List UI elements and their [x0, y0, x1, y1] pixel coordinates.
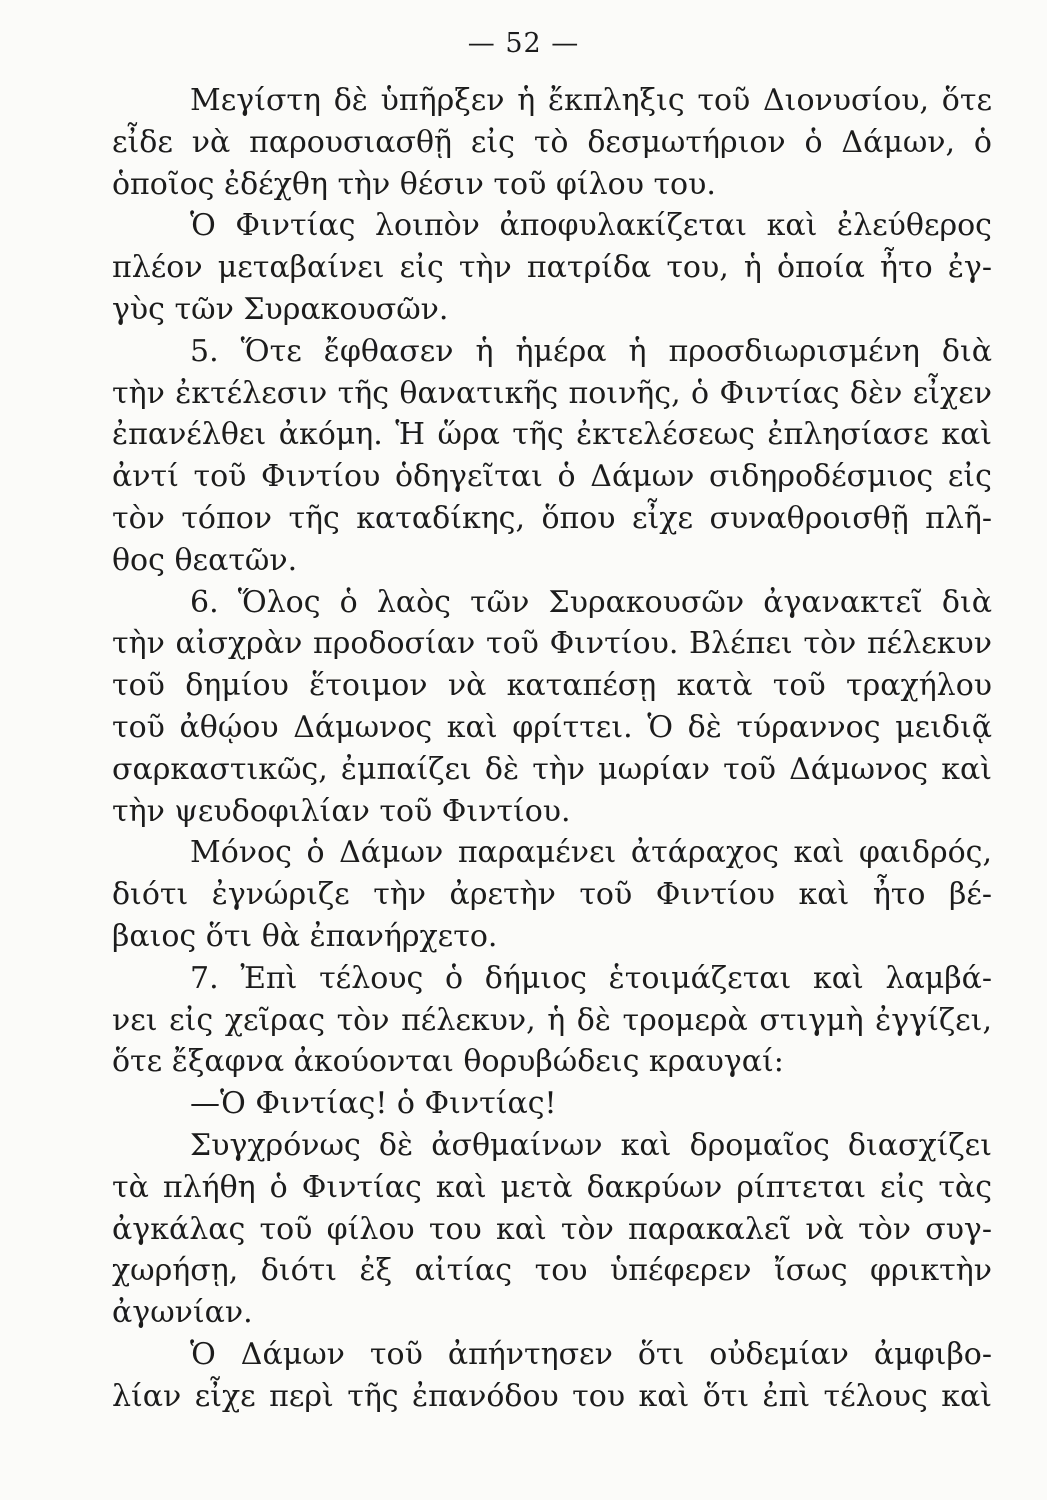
body-text — [112, 80, 992, 1418]
text-line: θος θεατῶν. — [112, 542, 298, 578]
text-line: τὴν ψευδοφιλίαν τοῦ Φιντίου. — [112, 793, 571, 829]
text-line: σαρκαστικῶς, ἐμπαίζει δὲ τὴν μωρίαν τοῦ Δάμωνος καὶ — [112, 751, 992, 787]
text-line: λίαν εἶχε περὶ τῆς ἐπανόδου του καὶ ὅτι ἐπὶ τέλους καὶ — [112, 1378, 992, 1414]
text-line: τὸν τόπον τῆς καταδίκης, ὅπου εἶχε συναθροισθῇ πλῆ- — [112, 500, 992, 536]
text-line: τὴν αἰσχρὰν προδοσίαν τοῦ Φιντίου. Βλέπει τὸν πέλεκυν — [112, 626, 992, 662]
text-line: πλέον μεταβαίνει εἰς τὴν πατρίδα του, ἡ ὁποία ἦτο ἐγ- — [112, 250, 992, 286]
text-line: τὰ πλήθη ὁ Φιντίας καὶ μετὰ δακρύων ρίπτεται εἰς τὰς — [112, 1169, 992, 1205]
text-line: χωρήσῃ, διότι ἐξ αἰτίας του ὑπέφερεν ἴσως φρικτὴν — [112, 1253, 992, 1289]
text-line: Συγχρόνως δὲ ἀσθμαίνων καὶ δρομαῖος διασχίζει — [190, 1127, 992, 1163]
text-line: Ὁ Δάμων τοῦ ἀπήντησεν ὅτι οὐδεμίαν ἀμφιβο- — [190, 1336, 992, 1372]
text-line: —Ὁ Φιντίας! ὁ Φιντίας! — [190, 1086, 557, 1122]
text-line: ἀντί τοῦ Φιντίου ὁδηγεῖται ὁ Δάμων σιδηροδέσμιος εἰς — [112, 459, 992, 495]
text-line: ἀγκάλας τοῦ φίλου του καὶ τὸν παρακαλεῖ νὰ τὸν συγ- — [112, 1211, 992, 1247]
text-line: νει εἰς χεῖρας τὸν πέλεκυν, ἡ δὲ τρομερὰ στιγμὴ ἐγγίζει, — [112, 1002, 992, 1038]
text-line: 6. Ὅλος ὁ λαὸς τῶν Συρακουσῶν ἀγανακτεῖ διὰ — [190, 584, 992, 620]
text-line: 5. Ὅτε ἔφθασεν ἡ ἡμέρα ἡ προσδιωρισμένη διὰ — [190, 333, 992, 369]
text-line: γὺς τῶν Συρακουσῶν. — [112, 291, 449, 327]
text-line: ἀγωνίαν. — [112, 1295, 253, 1331]
page-number: — 52 — — [467, 28, 580, 59]
text-line: ὅτε ἔξαφνα ἀκούονται θορυβώδεις κραυγαί: — [112, 1044, 784, 1080]
text-line: εἶδε νὰ παρουσιασθῇ εἰς τὸ δεσμωτήριον ὁ Δάμων, ὁ — [112, 124, 992, 160]
text-line: τοῦ ἀθῴου Δάμωνος καὶ φρίττει. Ὁ δὲ τύραννος μειδιᾷ — [112, 709, 992, 745]
text-line: Μεγίστη δὲ ὑπῆρξεν ἡ ἔκπληξις τοῦ Διονυσίου, ὅτε — [190, 83, 992, 118]
text-line: διότι ἐγνώριζε τὴν ἀρετὴν τοῦ Φιντίου καὶ ἦτο βέ- — [112, 877, 992, 913]
text-line: τοῦ δημίου ἕτοιμον νὰ καταπέσῃ κατὰ τοῦ τραχήλου — [112, 668, 992, 704]
text-line: Μόνος ὁ Δάμων παραμένει ἀτάραχος καὶ φαιδρός, — [190, 835, 992, 871]
text-line: ὁποῖος ἐδέχθη τὴν θέσιν τοῦ φίλου του. — [112, 166, 716, 202]
text-line: 7. Ἐπὶ τέλους ὁ δήμιος ἑτοιμάζεται καὶ λαμβά- — [190, 960, 992, 996]
text-line: Ὁ Φιντίας λοιπὸν ἀποφυλακίζεται καὶ ἐλεύθερος — [190, 208, 992, 244]
text-line: τὴν ἐκτέλεσιν τῆς θανατικῆς ποινῆς, ὁ Φιντίας δὲν εἶχεν — [112, 375, 992, 411]
text-line: βαιος ὅτι θὰ ἐπανήρχετο. — [112, 918, 498, 954]
text-line: ἐπανέλθει ἀκόμη. Ἡ ὥρα τῆς ἐκτελέσεως ἐπλησίασε καὶ — [112, 417, 992, 453]
